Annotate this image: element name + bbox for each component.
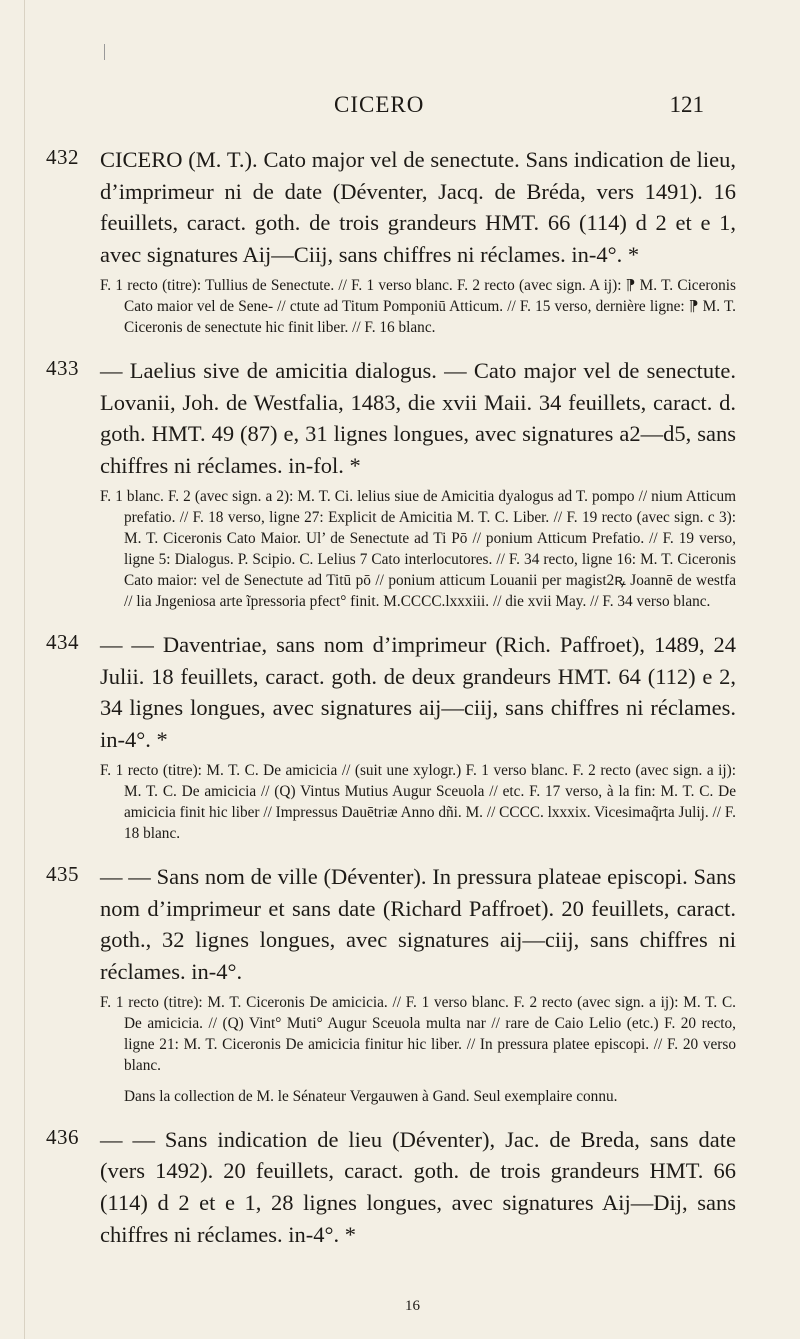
entry-notes: F. 1 recto (titre): Tullius de Senectute. // F. 1 verso blanc. F. 2 recto (avec sign. A ij): ⁋ M. T. Ciceronis Cato maior vel de Sene- // ctute ad Titum Pomponiū Atticum. // F. 15 verso, dernière ligne: ⁋ M. T. Ciceronis de senectute hic finit liber. // F. 16 blanc.	[100, 277, 736, 337]
entry-description: — Laelius sive de amicitia dialogus. — Cato major vel de senectute. Lovanii, Joh. de Westfalia, 1483, die xvii Maii. 34 feuillets, caract. d. goth. HMT. 49 (87) e, 31 lignes longues, avec signatures a2—d5, sans chiffres ni réclames. in-fol. *	[100, 358, 736, 478]
entry-433	[46, 355, 736, 613]
catalogue-entries	[46, 144, 736, 1266]
running-title: CICERO	[334, 92, 425, 117]
page-number: 121	[669, 92, 704, 117]
signature-mark: 16	[405, 1298, 420, 1314]
entry-435	[46, 861, 736, 1108]
entry-description: — — Sans nom de ville (Déventer). In pressura plateae episcopi. Sans nom d’imprimeur et sans date (Richard Paffroet). 20 feuillets, caract. goth., 32 lignes longues, avec signatures aij—ciij, sans chiffres ni réclames. in-4°.	[100, 863, 736, 984]
entry-notes: F. 1 blanc. F. 2 (avec sign. a 2): M. T. Ci. lelius siue de Amicitia dyalogus ad T. pompo // nium Atticum prefatio. // F. 18 verso, ligne 27: Explicit de Amicitia M. T. C. Liber. // F. 19 recto (avec sign. c 3): M. T. Ciceronis Cato Maior. Ul’ de Senectute ad Ti Pō // ponium Atticum Prefatio. // F. 19 verso, ligne 5: Dialogus. P. Scipio. C. Lelius 7 Cato interlocutores. // F. 34 recto, ligne 16: M. T. Ciceronis Cato maior: vel de Senectute ad Titū pō // ponium atticum Louanii per magist2ꝶ Joannē de westfa // lia Jngeniosa arte ĩpressoria pfect° finit. M.CCCC.lxxxiii. // die xvii May. // F. 34 verso blanc.	[100, 488, 736, 610]
entry-notes: F. 1 recto (titre): M. T. Ciceronis De amicicia. // F. 1 verso blanc. F. 2 recto (avec sign. a ij): M. T. C. De amicicia. // (Q) Vint° Muti° Augur Sceuola multa nar // rare de Caio Lelio (etc.) F. 20 recto, ligne 21: M. T. Ciceronis De amicicia finitur hic liber. // In pressura platee episcopi. // F. 20 verso blanc.	[100, 994, 736, 1074]
entry-description: — — Sans indication de lieu (Déventer), Jac. de Breda, sans date (vers 1492). 20 feuillets, caract. goth. de trois grandeurs HMT. 66 (114) d 2 et e 1, 28 lignes longues, avec signatures Aij—Dij, sans chiffres ni réclames. in-4°. *	[100, 1126, 736, 1247]
entry-number: 435	[46, 861, 79, 886]
entry-number: 433	[46, 356, 79, 381]
entry-number: 436	[46, 1124, 79, 1149]
entry-436	[46, 1124, 736, 1250]
entry-434	[46, 629, 736, 845]
running-head	[0, 92, 800, 132]
entry-432	[46, 144, 736, 339]
entry-description: — — Daventriae, sans nom d’imprimeur (Rich. Paffroet), 1489, 24 Julii. 18 feuillets, caract. goth. de deux grandeurs HMT. 64 (112) e 2, 34 lignes longues, avec signatures aij—ciij, sans chiffres ni réclames. in-4°. *	[100, 631, 736, 752]
entry-notes: F. 1 recto (titre): M. T. C. De amicicia // (suit une xylogr.) F. 1 verso blanc. F. 2 recto (avec sign. a ij): M. T. C. De amicicia // (Q) Vintus Mutius Augur Sceuola // etc. F. 17 verso, à la fin: M. T. C. De amicicia finit hic liber // Impressus Dauētriæ Anno dñi. M. // CCCC. lxxxix. Vicesimaq̃rta Julij. // F. 18 blanc.	[100, 762, 736, 842]
entry-description: CICERO (M. T.). Cato major vel de senectute. Sans indication de lieu, d’imprimeur ni de date (Déventer, Jacq. de Bréda, vers 1491). 16 feuillets, caract. goth. de trois grandeurs HMT. 66 (114) d 2 et e 1, avec signatures Aij—Ciij, sans chiffres ni réclames. in-4°. *	[100, 147, 736, 267]
entry-number: 432	[46, 145, 79, 169]
entry-number: 434	[46, 629, 79, 654]
margin-mark	[104, 44, 105, 60]
page-crease	[24, 0, 25, 1339]
entry-remark: Dans la collection de M. le Sénateur Vergauwen à Gand. Seul exemplaire connu.	[124, 1087, 618, 1105]
